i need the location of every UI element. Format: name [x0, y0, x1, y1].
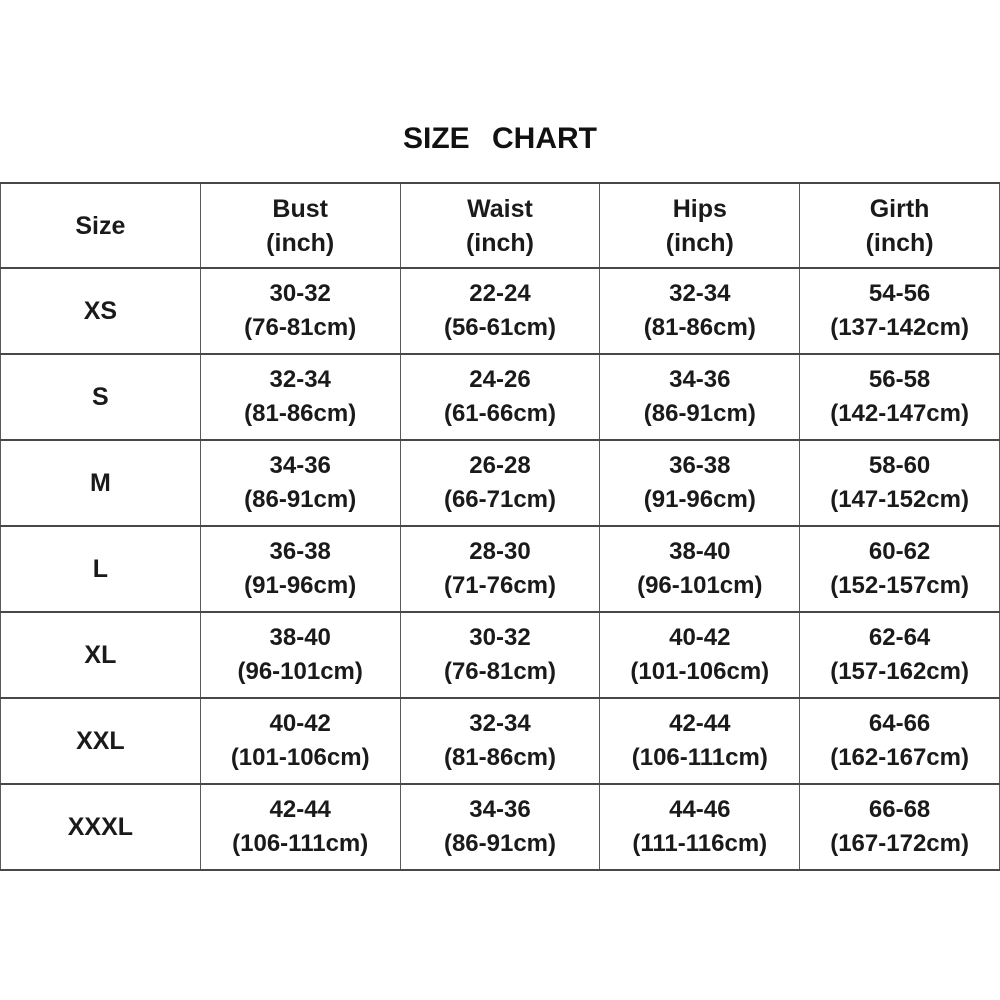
- measurement-cell: [800, 268, 1000, 354]
- cm-range: (86-91cm): [443, 830, 557, 857]
- inch-range: 66-68: [868, 796, 931, 823]
- cm-range: (96-101cm): [637, 572, 763, 599]
- header-unit: (inch): [266, 228, 335, 257]
- cm-range: (111-116cm): [632, 830, 768, 857]
- measurement-cell: [400, 784, 600, 870]
- inch-range: 30-32: [469, 624, 531, 651]
- cm-range: (167-172cm): [830, 830, 969, 857]
- measurement-cell: [600, 440, 800, 526]
- inch-range: 34-36: [669, 366, 731, 393]
- cm-range: (96-101cm): [237, 658, 363, 685]
- cm-range: (142-147cm): [830, 400, 969, 427]
- header-label: Size: [75, 211, 126, 240]
- table-header: [1, 183, 1000, 268]
- size-label-cell: XXL: [1, 698, 201, 784]
- cm-range: (152-157cm): [830, 572, 969, 599]
- header-unit: (inch): [465, 228, 535, 257]
- measurement-cell: [600, 784, 800, 870]
- measurement-cell: [200, 440, 400, 526]
- header-bust: [200, 183, 400, 268]
- measurement-cell: [800, 698, 1000, 784]
- cm-range: (81-86cm): [643, 314, 756, 341]
- inch-range: 26-28: [469, 452, 531, 479]
- header-unit: (inch): [665, 228, 734, 257]
- size-label-cell: XL: [1, 612, 201, 698]
- inch-range: 34-36: [469, 796, 531, 823]
- inch-range: 32-34: [469, 710, 531, 737]
- cm-range: (71-76cm): [443, 572, 557, 599]
- measurement-cell: [800, 784, 1000, 870]
- table-row: [1, 440, 1000, 526]
- header-label: Waist: [467, 194, 533, 223]
- cm-range: (61-66cm): [443, 400, 557, 427]
- inch-range: 62-64: [868, 624, 931, 651]
- table-row: [1, 268, 1000, 354]
- measurement-cell: [600, 526, 800, 612]
- header-size: [1, 183, 201, 268]
- measurement-cell: [200, 612, 400, 698]
- header-waist: [400, 183, 600, 268]
- table-row: [1, 354, 1000, 440]
- inch-range: 32-34: [269, 366, 331, 393]
- cm-range: (56-61cm): [443, 314, 557, 341]
- measurement-cell: [800, 612, 1000, 698]
- cm-range: (106-111cm): [631, 744, 768, 771]
- inch-range: 24-26: [469, 366, 531, 393]
- size-label-cell: S: [1, 354, 201, 440]
- measurement-cell: [400, 268, 600, 354]
- size-label-cell: M: [1, 440, 201, 526]
- measurement-cell: [600, 612, 800, 698]
- measurement-cell: [400, 612, 600, 698]
- size-label-cell: L: [1, 526, 201, 612]
- inch-range: 34-36: [269, 452, 331, 479]
- cm-range: (86-91cm): [643, 400, 756, 427]
- measurement-cell: [600, 698, 800, 784]
- size-label-cell: XS: [1, 268, 201, 354]
- measurement-cell: [800, 526, 1000, 612]
- inch-range: 32-34: [669, 280, 731, 307]
- inch-range: 38-40: [269, 624, 331, 651]
- page-title: SIZE CHART: [403, 122, 597, 155]
- cm-range: (147-152cm): [830, 486, 969, 513]
- size-label-cell: XXXL: [1, 784, 201, 870]
- cm-range: (162-167cm): [830, 744, 969, 771]
- inch-range: 56-58: [868, 366, 931, 393]
- inch-range: 54-56: [868, 280, 931, 307]
- cm-range: (91-96cm): [244, 572, 357, 599]
- inch-range: 42-44: [269, 796, 331, 823]
- header-unit: (inch): [865, 228, 934, 257]
- header-label: Hips: [672, 194, 727, 223]
- table-row: [1, 698, 1000, 784]
- measurement-cell: [600, 354, 800, 440]
- measurement-cell: [200, 784, 400, 870]
- cm-range: (137-142cm): [830, 314, 969, 341]
- cm-range: (106-111cm): [232, 830, 369, 857]
- measurement-cell: [200, 526, 400, 612]
- cm-range: (101-106cm): [630, 658, 770, 685]
- measurement-cell: [200, 698, 400, 784]
- cm-range: (101-106cm): [230, 744, 370, 771]
- inch-range: 38-40: [669, 538, 731, 565]
- measurement-cell: [200, 354, 400, 440]
- inch-range: 40-42: [269, 710, 331, 737]
- inch-range: 64-66: [868, 710, 931, 737]
- cm-range: (157-162cm): [830, 658, 969, 685]
- inch-range: 28-30: [469, 538, 531, 565]
- header-row: [1, 183, 1000, 268]
- inch-range: 58-60: [868, 452, 931, 479]
- inch-range: 40-42: [669, 624, 731, 651]
- cm-range: (76-81cm): [443, 658, 557, 685]
- cm-range: (86-91cm): [244, 486, 357, 513]
- inch-range: 30-32: [269, 280, 331, 307]
- measurement-cell: [400, 698, 600, 784]
- cm-range: (76-81cm): [244, 314, 357, 341]
- table-row: [1, 612, 1000, 698]
- inch-range: 36-38: [269, 538, 331, 565]
- header-label: Girth: [869, 194, 930, 223]
- cm-range: (91-96cm): [643, 486, 756, 513]
- table-row: [1, 784, 1000, 870]
- header-girth: [800, 183, 1000, 268]
- measurement-cell: [800, 354, 1000, 440]
- inch-range: 42-44: [669, 710, 731, 737]
- inch-range: 44-46: [669, 796, 731, 823]
- header-label: Bust: [272, 194, 328, 223]
- cm-range: (81-86cm): [443, 744, 557, 771]
- inch-range: 22-24: [469, 280, 531, 307]
- measurement-cell: [600, 268, 800, 354]
- cm-range: (66-71cm): [443, 486, 557, 513]
- measurement-cell: [400, 440, 600, 526]
- inch-range: 60-62: [868, 538, 931, 565]
- inch-range: 36-38: [669, 452, 731, 479]
- cm-range: (81-86cm): [244, 400, 357, 427]
- header-hips: [600, 183, 800, 268]
- measurement-cell: [400, 526, 600, 612]
- measurement-cell: [400, 354, 600, 440]
- measurement-cell: [800, 440, 1000, 526]
- table-row: [1, 526, 1000, 612]
- size-chart-table: [0, 182, 1000, 871]
- table-body: [1, 268, 1000, 870]
- measurement-cell: [200, 268, 400, 354]
